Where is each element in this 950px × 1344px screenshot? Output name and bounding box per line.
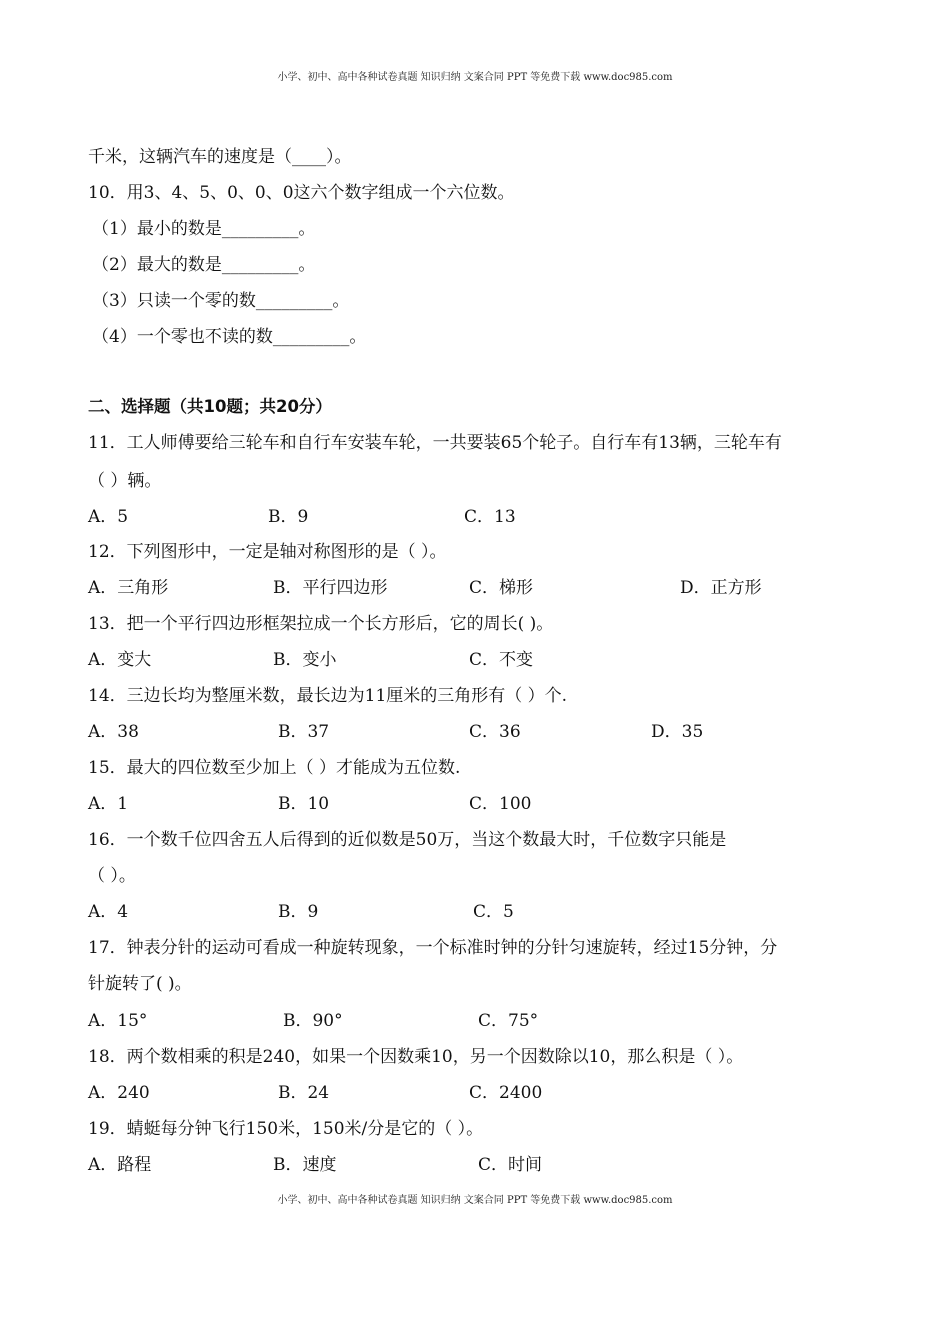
question-18-stem: 18．两个数相乘的积是240，如果一个因数乘10，另一个因数除以10，那么积是（ ）。 <box>88 1047 744 1067</box>
page-header: 小学、初中、高中各种试卷真题 知识归纳 文案合同 PPT 等免费下载 www.doc985.com <box>277 72 673 83</box>
q17-option-c: C．75° <box>478 1011 539 1031</box>
q16-option-a: A．4 <box>88 902 129 922</box>
q12-option-d: D．正方形 <box>680 578 762 598</box>
q15-option-a: A．1 <box>88 794 129 814</box>
q17-option-b: B．90° <box>283 1011 343 1031</box>
q18-option-c: C．2400 <box>469 1083 543 1103</box>
q11-option-c: C．13 <box>464 507 516 527</box>
question-17-stem: 17．钟表分针的运动可看成一种旋转现象，一个标准时钟的分针匀速旋转，经过15分钟，分 <box>88 938 778 958</box>
q17-option-a: A．15° <box>88 1011 148 1031</box>
question-16-stem-cont: （ ）。 <box>88 866 136 886</box>
q16-option-b: B．9 <box>278 902 319 922</box>
question-16-stem: 16．一个数千位四舍五人后得到的近似数是50万，当这个数最大时，千位数字只能是 <box>88 830 727 850</box>
q15-option-c: C．100 <box>469 794 532 814</box>
question-19-stem: 19．蜻蜓每分钟飞行150米，150米/分是它的（ ）。 <box>88 1119 484 1139</box>
q19-option-a: A．路程 <box>88 1155 152 1175</box>
page-footer: 小学、初中、高中各种试卷真题 知识归纳 文案合同 PPT 等免费下载 www.doc985.com <box>277 1195 673 1206</box>
q18-option-b: B．24 <box>278 1083 330 1103</box>
question-10-stem: 10．用3、4、5、0、0、0这六个数字组成一个六位数。 <box>88 183 515 203</box>
q14-option-b: B．37 <box>278 722 330 742</box>
q12-option-c: C．梯形 <box>469 578 534 598</box>
q19-option-b: B．速度 <box>273 1155 337 1175</box>
q16-option-c: C．5 <box>473 902 514 922</box>
q19-option-c: C．时间 <box>478 1155 543 1175</box>
q12-option-b: B．平行四边形 <box>273 578 388 598</box>
q15-option-b: B．10 <box>278 794 330 814</box>
question-10-sub-1: （1）最小的数是_________。 <box>92 219 316 239</box>
q12-option-a: A．三角形 <box>88 578 169 598</box>
question-12-stem: 12．下列图形中，一定是轴对称图形的是（ ）。 <box>88 542 447 562</box>
question-10-sub-3: （3）只读一个零的数_________。 <box>92 291 350 311</box>
question-9-tail: 千米，这辆汽车的速度是（____）。 <box>88 147 352 167</box>
question-15-stem: 15．最大的四位数至少加上（ ）才能成为五位数. <box>88 758 461 778</box>
q13-option-a: A．变大 <box>88 650 152 670</box>
q14-option-c: C．36 <box>469 722 521 742</box>
question-11-stem-cont: （ ）辆。 <box>88 471 162 491</box>
question-10-sub-4: （4）一个零也不读的数_________。 <box>92 327 367 347</box>
question-11-stem: 11．工人师傅要给三轮车和自行车安装车轮，一共要装65个轮子。自行车有13辆，三轮车有 <box>88 433 782 453</box>
question-17-stem-cont: 针旋转了( )。 <box>88 974 192 994</box>
q11-option-b: B．9 <box>268 507 309 527</box>
q11-option-a: A．5 <box>88 507 129 527</box>
q14-option-a: A．38 <box>88 722 139 742</box>
q13-option-c: C．不变 <box>469 650 534 670</box>
q18-option-a: A．240 <box>88 1083 150 1103</box>
q14-option-d: D．35 <box>651 722 704 742</box>
question-13-stem: 13．把一个平行四边形框架拉成一个长方形后，它的周长( )。 <box>88 614 554 634</box>
section-2-title: 二、选择题（共10题；共20分） <box>88 397 332 416</box>
q13-option-b: B．变小 <box>273 650 337 670</box>
question-14-stem: 14．三边长均为整厘米数，最长边为11厘米的三角形有（ ）个. <box>88 686 568 706</box>
question-10-sub-2: （2）最大的数是_________。 <box>92 255 316 275</box>
